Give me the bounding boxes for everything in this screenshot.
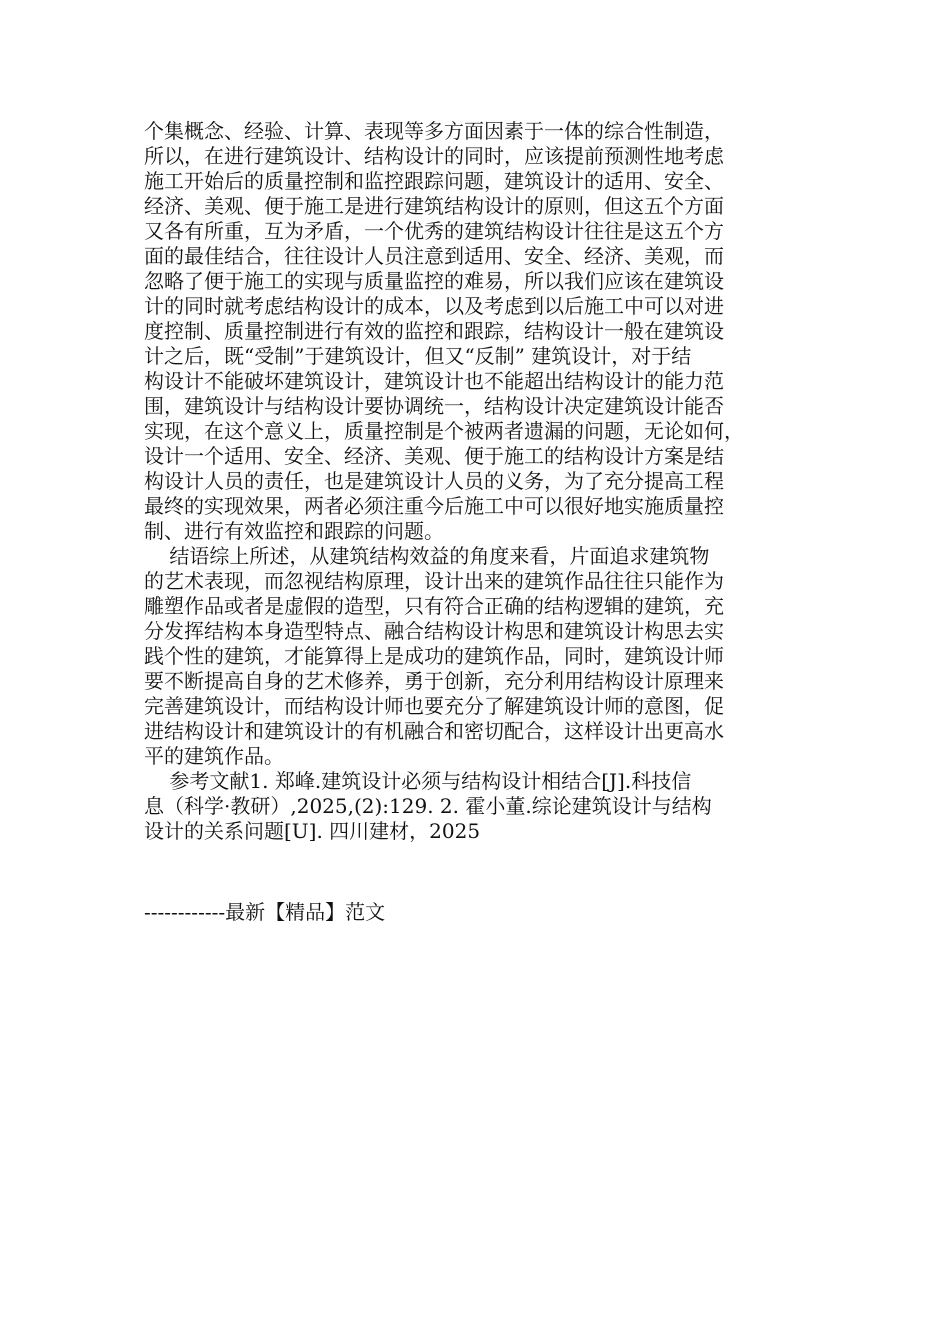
text-line: 制、进行有效监控和跟踪的问题。: [144, 519, 444, 543]
text-line: 构设计不能破坏建筑设计，建筑设计也不能超出结构设计的能力范: [144, 369, 724, 393]
text-line: 又各有所重，互为矛盾，一个优秀的建筑结构设计往往是这五个方: [144, 219, 724, 243]
document-body: [144, 119, 806, 844]
text-line: 面的最佳结合，往往设计人员注意到适用、安全、经济、美观，而: [144, 244, 724, 268]
text-line: 的艺术表现，而忽视结构原理，设计出来的建筑作品往往只能作为: [144, 569, 724, 593]
footer-tagline: ------------最新【精品】范文: [144, 900, 386, 924]
text-line: 忽略了便于施工的实现与质量监控的难易，所以我们应该在建筑设: [144, 269, 724, 293]
text-line: 实现，在这个意义上，质量控制是个被两者遗漏的问题，无论如何，: [144, 419, 744, 443]
text-line: 构设计人员的责任，也是建筑设计人员的义务，为了充分提高工程: [144, 469, 724, 493]
text-line: 施工开始后的质量控制和监控跟踪问题，建筑设计的适用、安全、: [144, 169, 724, 193]
text-line: 计的同时就考虑结构设计的成本，以及考虑到以后施工中可以对进: [144, 294, 724, 318]
paragraph-1: [144, 119, 806, 544]
text-line: 个集概念、经验、计算、表现等多方面因素于一体的综合性制造，: [144, 119, 724, 143]
paragraph-2-conclusion: [144, 544, 806, 769]
text-line: 设计一个适用、安全、经济、美观、便于施工的结构设计方案是结: [144, 444, 724, 468]
text-line: 要不断提高自身的艺术修养，勇于创新，充分利用结构设计原理来: [144, 669, 724, 693]
text-line: 雕塑作品或者是虚假的造型，只有符合正确的结构逻辑的建筑，充: [144, 594, 724, 618]
text-line: 围，建筑设计与结构设计要协调统一，结构设计决定建筑设计能否: [144, 394, 724, 418]
reference-line: 息（科学·教研）,2025,(2):129. 2. 霍小董.综论建筑设计与结构: [144, 794, 712, 818]
text-line: 分发挥结构本身造型特点、融合结构设计构思和建筑设计构思去实: [144, 619, 724, 643]
text-line: 进结构设计和建筑设计的有机融合和密切配合，这样设计出更高水: [144, 719, 724, 743]
reference-line: 设计的关系问题[U]. 四川建材，2025: [144, 819, 481, 843]
reference-line: 参考文献1. 郑峰.建筑设计必须与结构设计相结合[J].科技信: [144, 769, 692, 793]
references: [144, 769, 806, 844]
text-line: 完善建筑设计，而结构设计师也要充分了解建筑设计师的意图，促: [144, 694, 724, 718]
text-line: 所以，在进行建筑设计、结构设计的同时，应该提前预测性地考虑: [144, 144, 724, 168]
text-line: 度控制、质量控制进行有效的监控和跟踪，结构设计一般在建筑设: [144, 319, 724, 343]
text-line: 最终的实现效果，两者必须注重今后施工中可以很好地实施质量控: [144, 494, 724, 518]
text-line: 平的建筑作品。: [144, 744, 284, 768]
text-line: 结语综上所述，从建筑结构效益的角度来看，片面追求建筑物: [144, 544, 710, 568]
text-line: 经济、美观、便于施工是进行建筑结构设计的原则，但这五个方面: [144, 194, 724, 218]
text-line: 计之后，既“受制”于建筑设计，但又“反制” 建筑设计，对于结: [144, 344, 692, 368]
text-line: 践个性的建筑，才能算得上是成功的建筑作品，同时，建筑设计师: [144, 644, 724, 668]
